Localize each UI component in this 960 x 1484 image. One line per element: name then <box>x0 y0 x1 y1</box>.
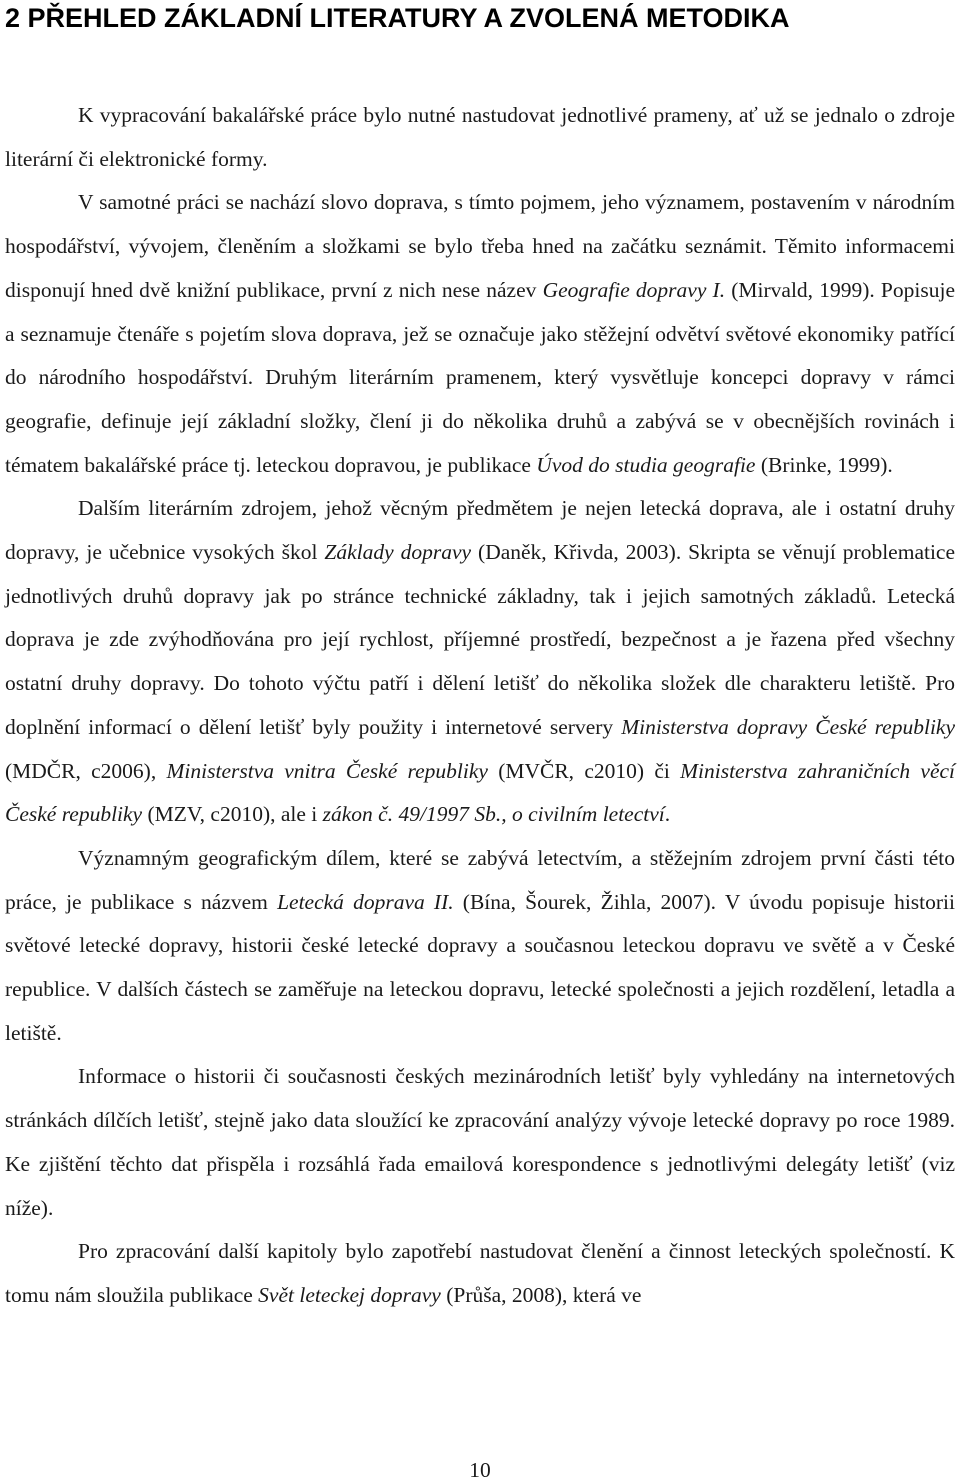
paragraph <box>5 181 955 487</box>
italic-citation: Ministerstva zahraničních věcí České republiky <box>5 758 956 827</box>
paragraph-text: Dalším literárním zdrojem, jehož věcným předmětem je nejen letecká doprava, ale i ostatní druhy dopravy, je učebnice vysokých škol <box>5 496 955 565</box>
italic-citation: Svět leteckej dopravy <box>258 1282 441 1307</box>
paragraph-text: V samotné práci se nachází slovo doprava, s tímto pojmem, jeho významem, postavením v národním hospodářství, vývojem, členěním a složkami se bylo třeba hned na začátku seznámit. Těmito informacemi disponují hned dvě knižní publikace, první z nich nese název <box>5 190 955 302</box>
paragraph <box>5 837 955 1056</box>
italic-citation: Úvod do studia geografie <box>536 452 756 477</box>
chapter-heading: 2 PŘEHLED ZÁKLADNÍ LITERATURY A ZVOLENÁ METODIKA <box>5 3 790 33</box>
paragraph-text: (MVČR, c2010) či <box>487 758 681 783</box>
page-number: 10 <box>469 1458 491 1482</box>
paragraph-text: (Mirvald, 1999). Popisuje a seznamuje čtenáře s pojetím slova doprava, jež se označuje jako stěžejní odvětví světové ekonomiky patřící do národního hospodářství. Druhým literárním pramenem, který vysvětluje koncepci dopravy v rámci geografie, definuje její základní složky, člení ji do několika druhů a zabývá se v obecnějších rovinách i tématem bakalářské práce tj. leteckou dopravou, je publikace <box>5 277 955 477</box>
paragraph <box>5 1055 955 1230</box>
paragraph <box>5 1230 955 1317</box>
italic-citation: Základy dopravy <box>324 540 472 565</box>
paragraph-text: . <box>664 802 671 827</box>
paragraph-text: (MZV, c2010), ale i <box>142 802 323 827</box>
italic-citation: Ministerstva dopravy České republiky <box>621 714 956 739</box>
paragraph-text: K vypracování bakalářské práce bylo nutné nastudovat jednotlivé prameny, ať už se jednalo o zdroje literární či elektronické formy. <box>5 103 955 171</box>
italic-citation: Geografie dopravy I. <box>542 277 726 302</box>
italic-citation: Letecká doprava II. <box>277 889 454 914</box>
paragraph <box>5 94 955 181</box>
paragraph-text: (MDČR, c2006), <box>5 758 167 783</box>
paragraph-text: Informace o historii či současnosti českých mezinárodních letišť byly vyhledány na internetových stránkách dílčích letišť, stejně jako data sloužící ke zpracování analýzy vývoje letecké dopravy po roce 1989. Ke zjištění těchto dat přispěla i rozsáhlá řada emailová korespondence s jednotlivými delegáty letišť (viz níže). <box>5 1064 955 1220</box>
paragraph-text: Pro zpracování další kapitoly bylo zapotřebí nastudovat členění a činnost leteckých společností. K tomu nám sloužila publikace <box>5 1239 955 1307</box>
paragraph <box>5 487 955 837</box>
paragraph-text: (Bína, Šourek, Žihla, 2007). V úvodu popisuje historii světové letecké dopravy, historii české letecké dopravy a současnou leteckou dopravu ve světě a v České republice. V dalších částech se zaměřuje na leteckou dopravu, letecké společnosti a jejich rozdělení, letadla a letiště. <box>5 889 955 1045</box>
paragraph-text: Významným geografickým dílem, které se zabývá letectvím, a stěžejním zdrojem první části této práce, je publikace s názvem <box>5 845 955 914</box>
italic-citation: zákon č. 49/1997 Sb., o civilním letectví <box>322 802 665 827</box>
italic-citation: Ministerstva vnitra České republiky <box>166 758 488 783</box>
paragraph-text: (Daněk, Křivda, 2003). Skripta se věnují problematice jednotlivých druhů dopravy jak po stránce technické základny, tak i jejich samotných základů. Letecká doprava je zde zvýhodňována pro její rychlost, příjemné prostředí, bezpečnost a je řazena před všechny ostatní druhy dopravy. Do tohoto výčtu patří i dělení letišť do několika složek dle charakteru letiště. Pro doplnění informací o dělení letišť byly použity i internetové servery <box>5 540 956 739</box>
body-text <box>5 94 955 1318</box>
paragraph-text: (Průša, 2008), která ve <box>440 1282 642 1307</box>
paragraph-text: (Brinke, 1999). <box>755 452 893 477</box>
